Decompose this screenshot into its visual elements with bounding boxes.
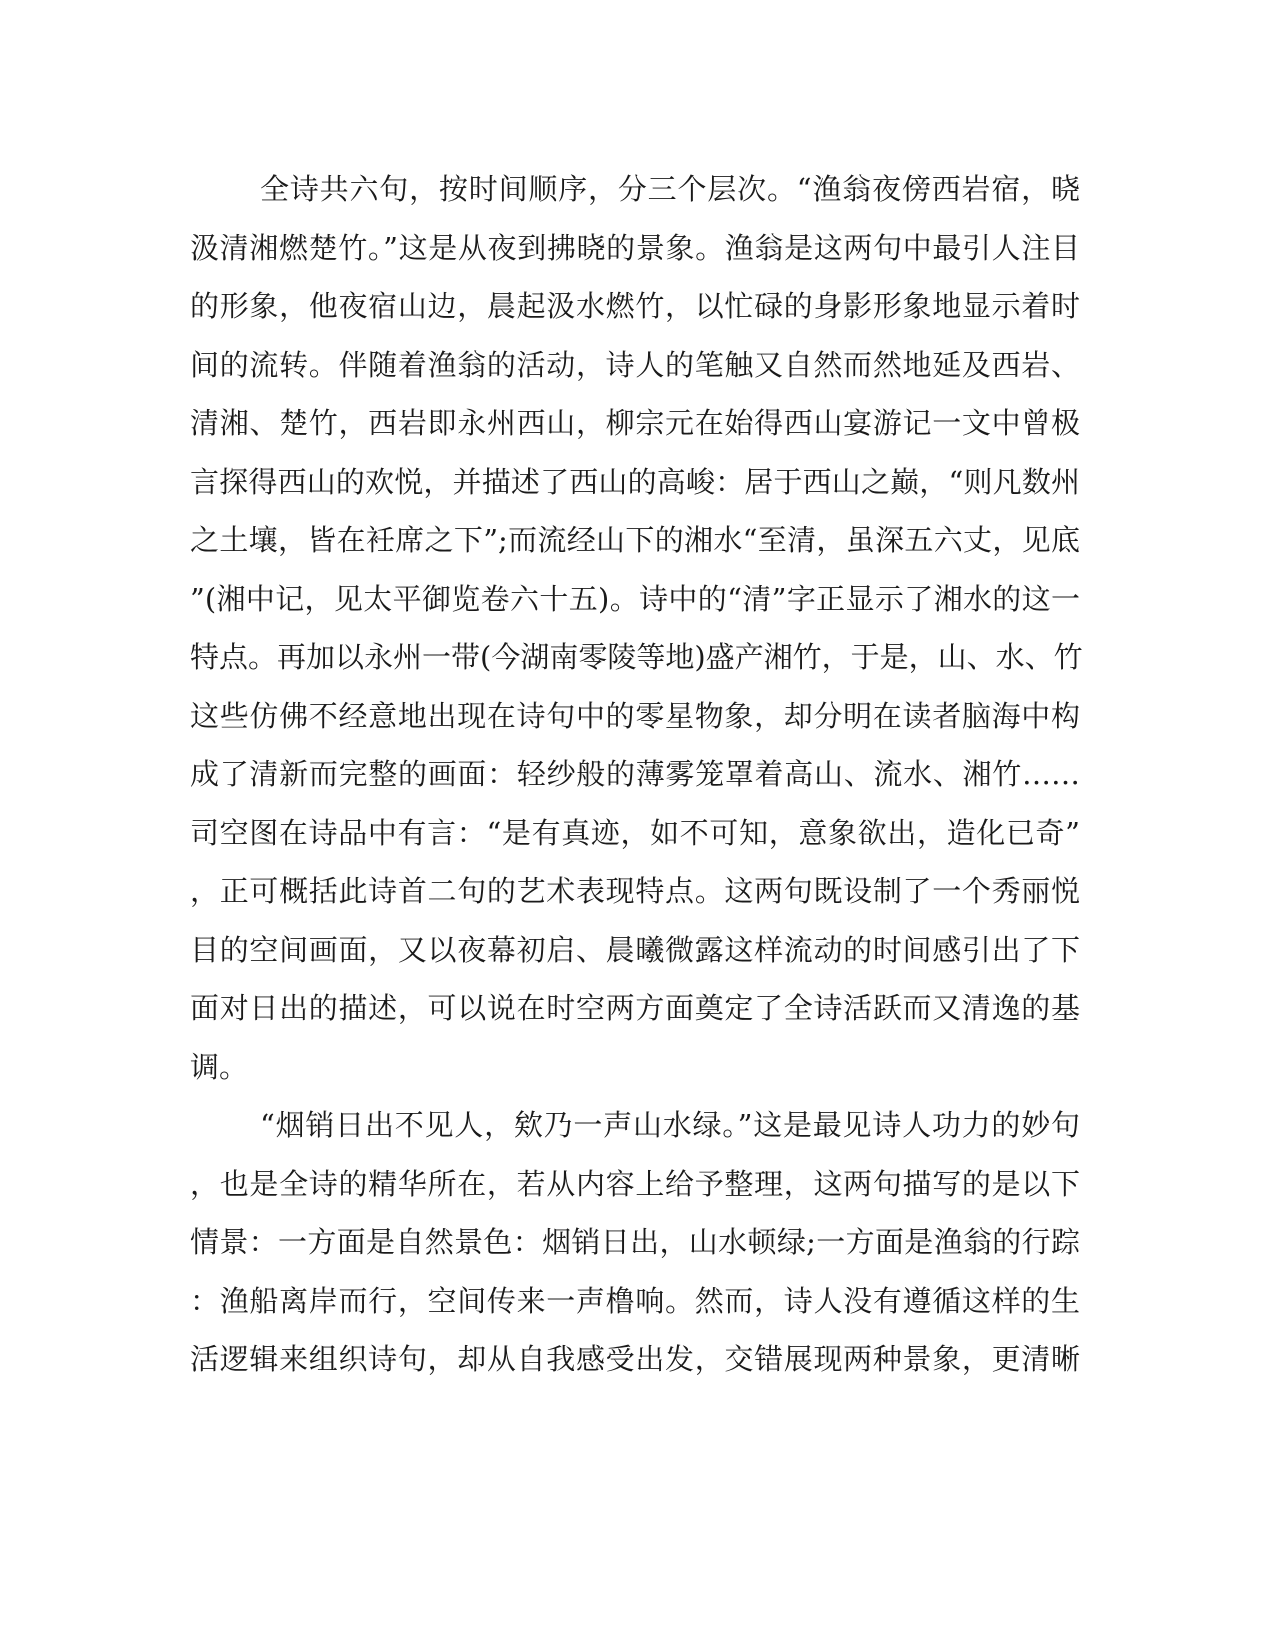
paragraph-2 <box>190 1096 1080 1389</box>
text-line: 调。 <box>190 1049 249 1084</box>
text-line: 成了清新而完整的画面：轻纱般的薄雾笼罩着高山、流水、湘竹…… <box>190 757 1080 791</box>
text-line: 间的流转。伴随着渔翁的活动，诗人的笔触又自然而然地延及西岩、 <box>190 347 1080 382</box>
article-body <box>190 160 1083 1389</box>
text-line: 情景：一方面是自然景色：烟销日出，山水顿绿;一方面是渔翁的行踪 <box>190 1225 1080 1259</box>
text-line: ，也是全诗的精华所在，若从内容上给予整理，这两句描写的是以下 <box>190 1166 1080 1201</box>
text-line: 之土壤，皆在衽席之下”;而流经山下的湘水“至清，虽深五六丈，见底 <box>190 523 1080 557</box>
text-line: 活逻辑来组织诗句，却从自我感受出发，交错展现两种景象，更清晰 <box>190 1342 1080 1376</box>
text-line: 言探得西山的欢悦，并描述了西山的高峻：居于西山之巅，“则凡数州 <box>190 464 1080 499</box>
text-line: 特点。再加以永州一带(今湖南零陵等地)盛产湘竹，于是，山、水、竹 <box>190 640 1083 674</box>
text-line: 这些仿佛不经意地出现在诗句中的零星物象，却分明在读者脑海中构 <box>190 698 1080 733</box>
text-line: 全诗共六句，按时间顺序，分三个层次。“渔翁夜傍西岩宿，晓 <box>260 172 1080 206</box>
text-line: 清湘、楚竹，西岩即永州西山，柳宗元在始得西山宴游记一文中曾极 <box>190 406 1080 440</box>
text-line: 面对日出的描述，可以说在时空两方面奠定了全诗活跃而又清逸的基 <box>190 991 1080 1025</box>
text-line: “烟销日出不见人，欸乃一声山水绿。”这是最见诗人功力的妙句 <box>260 1108 1080 1142</box>
text-line: 汲清湘燃楚竹。”这是从夜到拂晓的景象。渔翁是这两句中最引人注目 <box>190 230 1080 265</box>
text-line: 司空图在诗品中有言：“是有真迹，如不可知，意象欲出，造化已奇” <box>190 815 1080 850</box>
text-line: ：渔船离岸而行，空间传来一声橹响。然而，诗人没有遵循这样的生 <box>190 1283 1080 1318</box>
paragraph-1 <box>190 160 1083 1096</box>
text-line: 的形象，他夜宿山边，晨起汲水燃竹，以忙碌的身影形象地显示着时 <box>190 289 1080 323</box>
text-line: ”(湘中记，见太平御览卷六十五)。诗中的“清”字正显示了湘水的这一 <box>190 581 1080 616</box>
text-line: 目的空间画面，又以夜幕初启、晨曦微露这样流动的时间感引出了下 <box>190 932 1080 967</box>
text-line: ，正可概括此诗首二句的艺术表现特点。这两句既设制了一个秀丽悦 <box>190 874 1080 908</box>
